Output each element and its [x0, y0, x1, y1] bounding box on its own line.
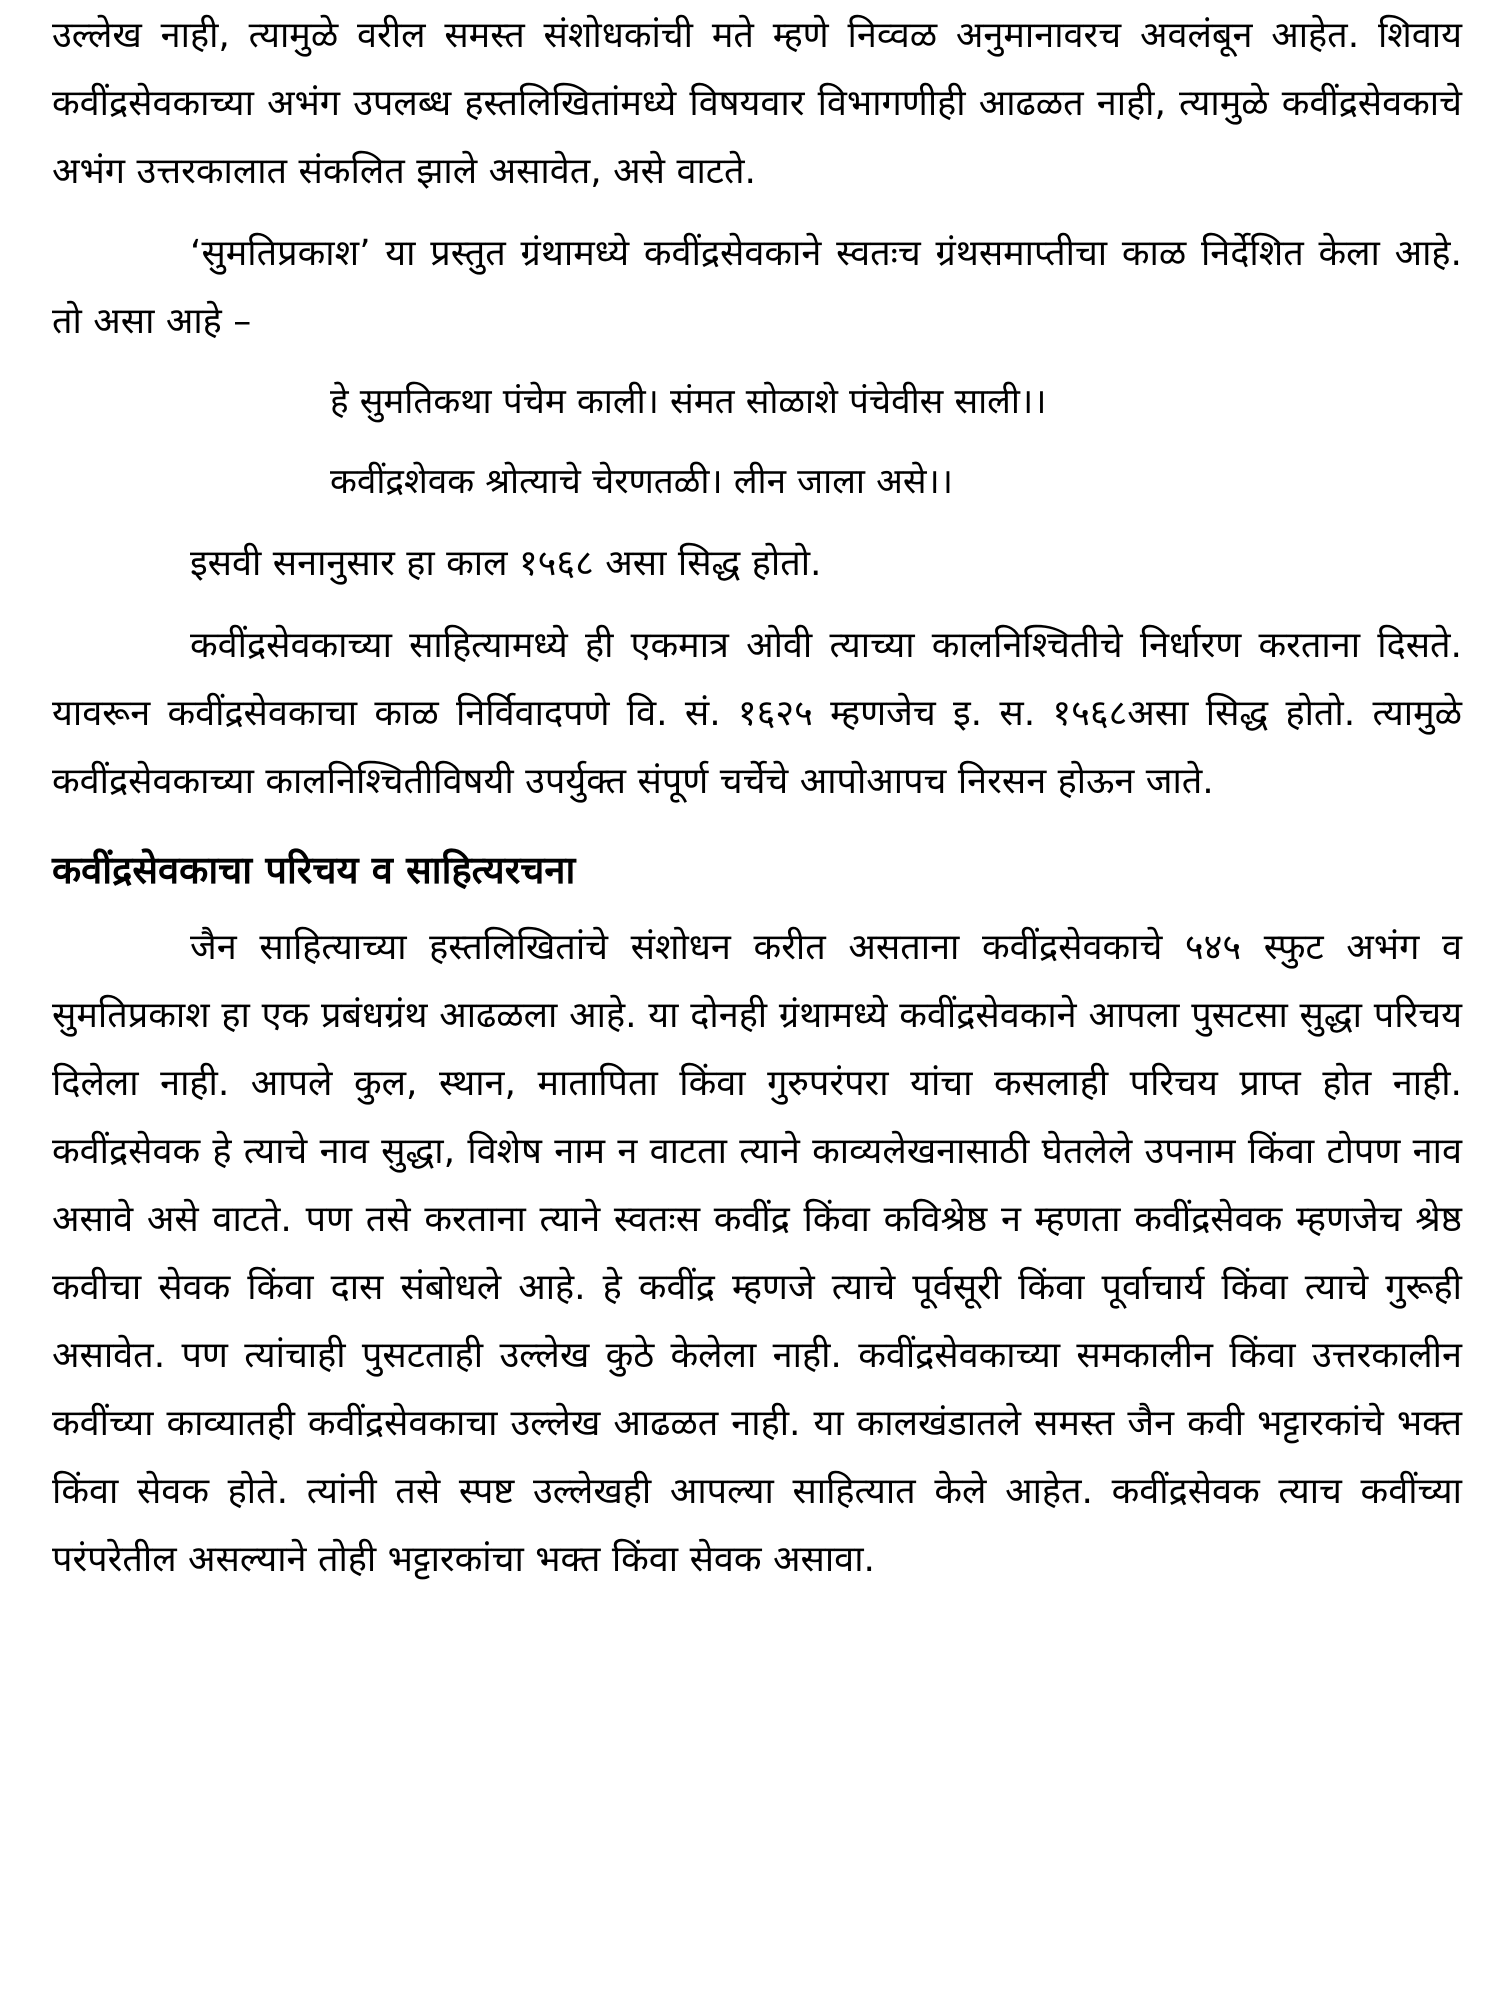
paragraph-isvi-date: इसवी सनानुसार हा काल १५६८ असा सिद्ध होतो.	[190, 543, 822, 584]
paragraph-parichay: जैन साहित्याच्या हस्तलिखितांचे संशोधन करीत असताना कवींद्रसेवकाचे ५४५ स्फुट अभंग व सुमतिप्रकाश हा एक प्रबंधग्रंथ आढळला आहे. या दोनही ग्रंथामध्ये कवींद्रसेवकाने आपला पुसटसा सुद्धा परिचय दिलेला नाही. आपले कुल, स्थान, मातापिता किंवा गुरुपरंपरा यांचा कसलाही परिचय प्राप्त होत नाही. कवींद्रसेवक हे त्याचे नाव सुद्धा, विशेष नाम न वाटता त्याने काव्यलेखनासाठी घेतलेले उपनाम किंवा टोपण नाव असावे असे वाटते. पण तसे करताना त्याने स्वतःस कवींद्र किंवा कविश्रेष्ठ न म्हणता कवींद्रसेवक म्हणजेच श्रेष्ठ कवीचा सेवक किंवा दास संबोधले आहे. हे कवींद्र म्हणजे त्याचे पूर्वसूरी किंवा पूर्वाचार्य किंवा त्याचे गुरूही असावेत. पण त्यांचाही पुसटताही उल्लेख कुठे केलेला नाही. कवींद्रसेवकाच्या समकालीन किंवा उत्तरकालीन कवींच्या काव्यातही कवींद्रसेवकाचा उल्लेख आढळत नाही. या कालखंडातले समस्त जैन कवी भट्टारकांचे भक्त किंवा सेवक होते. त्यांनी तसे स्पष्ट उल्लेखही आपल्या साहित्यात केले आहेत. कवींद्रसेवक त्याच कवींच्या परंपरेतील असल्याने तोही भट्टारकांचा भक्त किंवा सेवक असावा.	[52, 927, 1462, 1580]
paragraph-kalnishchiti: कवींद्रसेवकाच्या साहित्यामध्ये ही एकमात्र ओवी त्याच्या कालनिश्चितीचे निर्धारण करताना दिसते. यावरून कवींद्रसेवकाचा काळ निर्विवादपणे वि. सं. १६२५ म्हणजेच इ. स. १५६८असा सिद्ध होतो. त्यामुळे कवींद्रसेवकाच्या कालनिश्चितीविषयी उपर्युक्त संपूर्ण चर्चेचे आपोआपच निरसन होऊन जाते.	[52, 625, 1462, 802]
section-heading: कवींद्रसेवकाचा परिचय व साहित्यरचना	[52, 848, 576, 892]
paragraph-intro-continuation: उल्लेख नाही, त्यामुळे वरील समस्त संशोधकांची मते म्हणे निव्वळ अनुमानावरच अवलंबून आहेत. शिवाय कवींद्रसेवकाच्या अभंग उपलब्ध हस्तलिखितांमध्ये विषयवार विभागणीही आढळत नाही, त्यामुळे कवींद्रसेवकाचे अभंग उत्तरकालात संकलित झाले असावेत, असे वाटते.	[52, 15, 1462, 192]
document-page	[52, 0, 1462, 2000]
verse-line-1: हे सुमतिकथा पंचेम काली। संमत सोळाशे पंचेवीस साली।।	[330, 382, 1047, 422]
paragraph-sumatiprakash-date: ‘सुमतिप्रकाश’ या प्रस्तुत ग्रंथामध्ये कवींद्रसेवकाने स्वतःच ग्रंथसमाप्तीचा काळ निर्देशित केला आहे. तो असा आहे –	[52, 233, 1462, 342]
verse-line-2: कवींद्रशेवक श्रोत्याचे चेरणतळी। लीन जाला असे।।	[330, 462, 954, 502]
